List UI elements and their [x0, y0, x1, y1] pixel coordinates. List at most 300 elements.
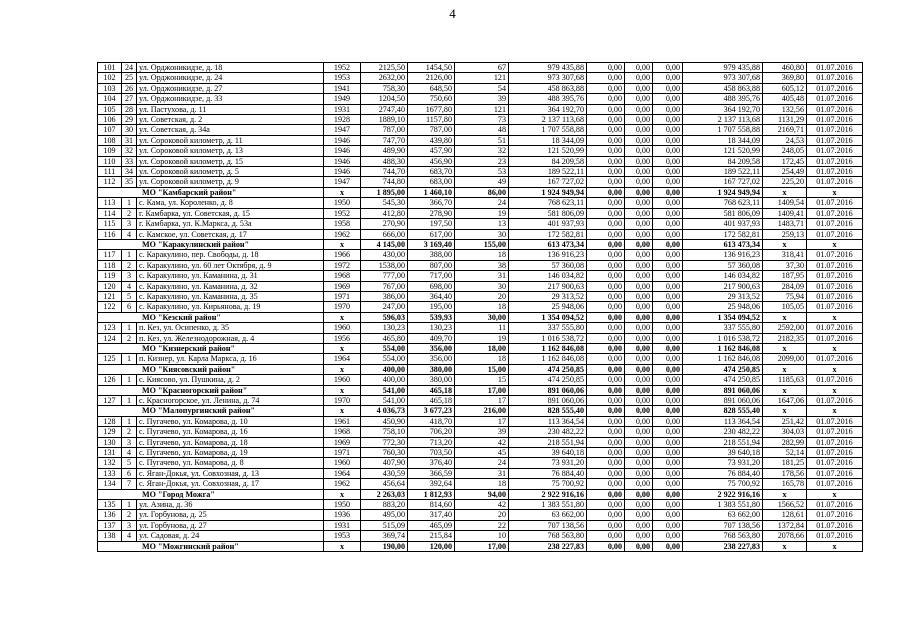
residents-cell: 15,00: [455, 364, 509, 374]
deadline-cell: 01.07.2016: [807, 229, 863, 239]
deadline-cell: x: [807, 343, 863, 353]
address-cell: п. Кизнер, ул. Карла Маркса, д. 16: [137, 354, 324, 364]
owner-share-cell: 0,00: [653, 312, 683, 322]
residents-cell: 121: [455, 73, 509, 83]
owner-share-cell: 0,00: [653, 489, 683, 499]
sub-number-cell: 1: [122, 396, 137, 406]
unit-cost-cell: 405,48: [763, 94, 807, 104]
table-row: [98, 396, 863, 406]
cost-owners-cell: 2 137 113,68: [683, 115, 763, 125]
sub-number-cell: 3: [122, 271, 137, 281]
sub-number-cell: 4: [122, 229, 137, 239]
sub-number-cell: 5: [122, 291, 137, 301]
total-area-cell: 758,10: [361, 427, 408, 437]
year-cell: 1970: [324, 396, 361, 406]
sub-number-cell: 2: [122, 260, 137, 270]
living-area-cell: 703,50: [408, 448, 455, 458]
budget-share-cell: 0,00: [625, 489, 653, 499]
year-cell: 1941: [324, 83, 361, 93]
sub-number-cell: 4: [122, 281, 137, 291]
fund-share-cell: 0,00: [587, 125, 625, 135]
cost-total-cell: 1 707 558,88: [509, 125, 587, 135]
address-cell: с. Каракулино, ул. Кирьянова, д. 19: [137, 302, 324, 312]
sub-number-cell: 5: [122, 458, 137, 468]
cost-total-cell: 218 551,94: [509, 437, 587, 447]
unit-cost-cell: 254,49: [763, 167, 807, 177]
cost-owners-cell: 63 662,00: [683, 510, 763, 520]
sub-number-cell: 35: [122, 177, 137, 187]
year-cell: 1971: [324, 291, 361, 301]
fund-share-cell: 0,00: [587, 312, 625, 322]
year-cell: 1953: [324, 73, 361, 83]
fund-share-cell: 0,00: [587, 479, 625, 489]
table-row: [98, 229, 863, 239]
cost-owners-cell: 828 555,40: [683, 406, 763, 416]
total-area-cell: 777,00: [361, 271, 408, 281]
sub-number-cell: 25: [122, 73, 137, 83]
cost-total-cell: 238 227,83: [509, 541, 587, 551]
cost-owners-cell: 121 520,99: [683, 146, 763, 156]
budget-share-cell: 0,00: [625, 177, 653, 187]
address-cell: ул. Орджоникидзе, д. 24: [137, 73, 324, 83]
cost-owners-cell: 84 209,58: [683, 156, 763, 166]
residents-cell: 15: [455, 375, 509, 385]
budget-share-cell: 0,00: [625, 63, 653, 73]
year-cell: x: [324, 239, 361, 249]
owner-share-cell: 0,00: [653, 167, 683, 177]
total-area-cell: 541,00: [361, 385, 408, 395]
residents-cell: 216,00: [455, 406, 509, 416]
unit-cost-cell: 165,78: [763, 479, 807, 489]
fund-share-cell: 0,00: [587, 458, 625, 468]
address-cell: п. Кез, ул. Осипенко, д. 35: [137, 323, 324, 333]
fund-share-cell: 0,00: [587, 104, 625, 114]
row-number-cell: 120: [98, 281, 122, 291]
total-area-cell: 554,00: [361, 354, 408, 364]
group-title-cell: МО "Камбарский район": [98, 187, 324, 197]
sub-number-cell: 29: [122, 115, 137, 125]
table-row: [98, 510, 863, 520]
address-cell: с. Каракулино, ул. Каманина, д. 35: [137, 291, 324, 301]
living-area-cell: 698,00: [408, 281, 455, 291]
housing-registry-table: [97, 62, 863, 552]
sub-number-cell: 30: [122, 125, 137, 135]
year-cell: 1952: [324, 208, 361, 218]
living-area-cell: 366,59: [408, 468, 455, 478]
year-cell: x: [324, 187, 361, 197]
fund-share-cell: 0,00: [587, 343, 625, 353]
budget-share-cell: 0,00: [625, 73, 653, 83]
address-cell: с. Камское, ул. Советская, д. 17: [137, 229, 324, 239]
cost-total-cell: 1 162 846,08: [509, 343, 587, 353]
living-area-cell: 465,09: [408, 520, 455, 530]
group-title-cell: МО "Каракулинский район": [98, 239, 324, 249]
address-cell: ул. Сороковой километр, д. 13: [137, 146, 324, 156]
residents-cell: 18: [455, 302, 509, 312]
owner-share-cell: 0,00: [653, 375, 683, 385]
budget-share-cell: 0,00: [625, 115, 653, 125]
unit-cost-cell: 1409,41: [763, 208, 807, 218]
group-total-row: [98, 541, 863, 551]
sub-number-cell: 7: [122, 479, 137, 489]
cost-owners-cell: 458 863,88: [683, 83, 763, 93]
group-total-row: [98, 239, 863, 249]
cost-owners-cell: 337 555,80: [683, 323, 763, 333]
year-cell: 1960: [324, 323, 361, 333]
unit-cost-cell: 259,13: [763, 229, 807, 239]
budget-share-cell: 0,00: [625, 541, 653, 551]
unit-cost-cell: x: [763, 406, 807, 416]
sub-number-cell: 6: [122, 302, 137, 312]
address-cell: ул. Орджоникидзе, д. 33: [137, 94, 324, 104]
row-number-cell: 116: [98, 229, 122, 239]
address-cell: ул. Орджоникидзе, д. 27: [137, 83, 324, 93]
residents-cell: 42: [455, 500, 509, 510]
fund-share-cell: 0,00: [587, 448, 625, 458]
living-area-cell: 356,00: [408, 354, 455, 364]
deadline-cell: x: [807, 541, 863, 551]
owner-share-cell: 0,00: [653, 510, 683, 520]
fund-share-cell: 0,00: [587, 135, 625, 145]
deadline-cell: x: [807, 406, 863, 416]
cost-total-cell: 891 060,06: [509, 385, 587, 395]
cost-owners-cell: 39 640,18: [683, 448, 763, 458]
budget-share-cell: 0,00: [625, 167, 653, 177]
unit-cost-cell: 225,20: [763, 177, 807, 187]
fund-share-cell: 0,00: [587, 83, 625, 93]
living-area-cell: 439,80: [408, 135, 455, 145]
table-row: [98, 375, 863, 385]
unit-cost-cell: 24,53: [763, 135, 807, 145]
sub-number-cell: 1: [122, 250, 137, 260]
budget-share-cell: 0,00: [625, 468, 653, 478]
deadline-cell: 01.07.2016: [807, 500, 863, 510]
fund-share-cell: 0,00: [587, 510, 625, 520]
residents-cell: 24: [455, 198, 509, 208]
residents-cell: 38: [455, 260, 509, 270]
budget-share-cell: 0,00: [625, 396, 653, 406]
cost-owners-cell: 230 482,22: [683, 427, 763, 437]
deadline-cell: 01.07.2016: [807, 271, 863, 281]
unit-cost-cell: 2169,71: [763, 125, 807, 135]
year-cell: 1962: [324, 479, 361, 489]
owner-share-cell: 0,00: [653, 468, 683, 478]
owner-share-cell: 0,00: [653, 63, 683, 73]
fund-share-cell: 0,00: [587, 364, 625, 374]
year-cell: 1931: [324, 520, 361, 530]
residents-cell: 30: [455, 229, 509, 239]
deadline-cell: 01.07.2016: [807, 479, 863, 489]
fund-share-cell: 0,00: [587, 260, 625, 270]
cost-total-cell: 73 931,20: [509, 458, 587, 468]
residents-cell: 18: [455, 479, 509, 489]
residents-cell: 30: [455, 281, 509, 291]
living-area-cell: 456,90: [408, 156, 455, 166]
unit-cost-cell: 2078,66: [763, 531, 807, 541]
residents-cell: 30,00: [455, 312, 509, 322]
sub-number-cell: 32: [122, 146, 137, 156]
address-cell: ул. Пастухова, д. 11: [137, 104, 324, 114]
cost-owners-cell: 2 922 916,16: [683, 489, 763, 499]
total-area-cell: 545,30: [361, 198, 408, 208]
fund-share-cell: 0,00: [587, 198, 625, 208]
year-cell: 1949: [324, 94, 361, 104]
fund-share-cell: 0,00: [587, 385, 625, 395]
address-cell: ул. Горбунова, д. 25: [137, 510, 324, 520]
living-area-cell: 380,00: [408, 364, 455, 374]
deadline-cell: 01.07.2016: [807, 427, 863, 437]
deadline-cell: 01.07.2016: [807, 125, 863, 135]
total-area-cell: 554,00: [361, 343, 408, 353]
owner-share-cell: 0,00: [653, 219, 683, 229]
cost-owners-cell: 707 138,56: [683, 520, 763, 530]
budget-share-cell: 0,00: [625, 333, 653, 343]
residents-cell: 73: [455, 115, 509, 125]
owner-share-cell: 0,00: [653, 541, 683, 551]
residents-cell: 54: [455, 83, 509, 93]
total-area-cell: 2632,00: [361, 73, 408, 83]
total-area-cell: 541,00: [361, 396, 408, 406]
row-number-cell: 102: [98, 73, 122, 83]
budget-share-cell: 0,00: [625, 291, 653, 301]
fund-share-cell: 0,00: [587, 437, 625, 447]
address-cell: ул. Горбунова, д. 27: [137, 520, 324, 530]
budget-share-cell: 0,00: [625, 271, 653, 281]
address-cell: с. Каракулино, ул. 60 лет Октября, д. 9: [137, 260, 324, 270]
cost-total-cell: 189 522,11: [509, 167, 587, 177]
table-row: [98, 260, 863, 270]
year-cell: 1962: [324, 229, 361, 239]
cost-owners-cell: 973 307,68: [683, 73, 763, 83]
row-number-cell: 127: [98, 396, 122, 406]
cost-owners-cell: 581 806,09: [683, 208, 763, 218]
fund-share-cell: 0,00: [587, 468, 625, 478]
total-area-cell: 2747,40: [361, 104, 408, 114]
row-number-cell: 104: [98, 94, 122, 104]
budget-share-cell: 0,00: [625, 260, 653, 270]
cost-total-cell: 25 948,06: [509, 302, 587, 312]
table-row: [98, 333, 863, 343]
fund-share-cell: 0,00: [587, 427, 625, 437]
group-total-row: [98, 364, 863, 374]
residents-cell: 45: [455, 448, 509, 458]
address-cell: с. Пугачево, ул. Комарова, д. 8: [137, 458, 324, 468]
year-cell: 1947: [324, 177, 361, 187]
unit-cost-cell: 178,56: [763, 468, 807, 478]
group-title-cell: МО "Киясовский район": [98, 364, 324, 374]
cost-total-cell: 613 473,34: [509, 239, 587, 249]
group-total-row: [98, 312, 863, 322]
row-number-cell: 136: [98, 510, 122, 520]
address-cell: с. Каракулино, ул. Каманина, д. 32: [137, 281, 324, 291]
row-number-cell: 121: [98, 291, 122, 301]
budget-share-cell: 0,00: [625, 208, 653, 218]
living-area-cell: 683,00: [408, 177, 455, 187]
owner-share-cell: 0,00: [653, 396, 683, 406]
cost-total-cell: 401 937,93: [509, 219, 587, 229]
cost-owners-cell: 172 582,81: [683, 229, 763, 239]
table-row: [98, 323, 863, 333]
row-number-cell: 132: [98, 458, 122, 468]
group-title-cell: МО "Красногорский район": [98, 385, 324, 395]
total-area-cell: 758,30: [361, 83, 408, 93]
sub-number-cell: 1: [122, 354, 137, 364]
cost-total-cell: 458 863,88: [509, 83, 587, 93]
residents-cell: 32: [455, 146, 509, 156]
fund-share-cell: 0,00: [587, 281, 625, 291]
budget-share-cell: 0,00: [625, 312, 653, 322]
budget-share-cell: 0,00: [625, 500, 653, 510]
deadline-cell: 01.07.2016: [807, 437, 863, 447]
owner-share-cell: 0,00: [653, 385, 683, 395]
cost-total-cell: 39 640,18: [509, 448, 587, 458]
year-cell: 1956: [324, 333, 361, 343]
deadline-cell: 01.07.2016: [807, 531, 863, 541]
year-cell: 1969: [324, 281, 361, 291]
budget-share-cell: 0,00: [625, 458, 653, 468]
group-title-cell: МО "Кизнерский район": [98, 343, 324, 353]
fund-share-cell: 0,00: [587, 177, 625, 187]
owner-share-cell: 0,00: [653, 281, 683, 291]
cost-total-cell: 707 138,56: [509, 520, 587, 530]
living-area-cell: 465,18: [408, 396, 455, 406]
residents-cell: 121: [455, 104, 509, 114]
cost-owners-cell: 488 395,76: [683, 94, 763, 104]
residents-cell: 17: [455, 416, 509, 426]
deadline-cell: 01.07.2016: [807, 468, 863, 478]
total-area-cell: 489,90: [361, 146, 408, 156]
year-cell: 1960: [324, 458, 361, 468]
fund-share-cell: 0,00: [587, 94, 625, 104]
year-cell: 1950: [324, 198, 361, 208]
row-number-cell: 123: [98, 323, 122, 333]
cost-owners-cell: 238 227,83: [683, 541, 763, 551]
budget-share-cell: 0,00: [625, 385, 653, 395]
group-total-row: [98, 187, 863, 197]
unit-cost-cell: 187,95: [763, 271, 807, 281]
deadline-cell: 01.07.2016: [807, 281, 863, 291]
unit-cost-cell: x: [763, 343, 807, 353]
cost-owners-cell: 1 016 538,72: [683, 333, 763, 343]
total-area-cell: 450,90: [361, 416, 408, 426]
total-area-cell: 744,80: [361, 177, 408, 187]
budget-share-cell: 0,00: [625, 156, 653, 166]
year-cell: 1931: [324, 104, 361, 114]
living-area-cell: 392,64: [408, 479, 455, 489]
total-area-cell: 760,30: [361, 448, 408, 458]
group-title-cell: МО "Можгинский район": [98, 541, 324, 551]
sub-number-cell: 4: [122, 448, 137, 458]
cost-total-cell: 29 313,52: [509, 291, 587, 301]
living-area-cell: 317,40: [408, 510, 455, 520]
cost-owners-cell: 136 916,23: [683, 250, 763, 260]
fund-share-cell: 0,00: [587, 73, 625, 83]
sub-number-cell: 34: [122, 167, 137, 177]
row-number-cell: 131: [98, 448, 122, 458]
budget-share-cell: 0,00: [625, 375, 653, 385]
residents-cell: 51: [455, 135, 509, 145]
cost-owners-cell: 146 034,82: [683, 271, 763, 281]
cost-total-cell: 146 034,82: [509, 271, 587, 281]
address-cell: ул. Сороковой километр, д. 11: [137, 135, 324, 145]
housing-registry-table-container: [97, 62, 862, 552]
address-cell: с. Каракулино, пер. Свободы, д. 18: [137, 250, 324, 260]
fund-share-cell: 0,00: [587, 333, 625, 343]
deadline-cell: 01.07.2016: [807, 177, 863, 187]
table-row: [98, 73, 863, 83]
living-area-cell: 409,70: [408, 333, 455, 343]
deadline-cell: 01.07.2016: [807, 219, 863, 229]
cost-total-cell: 768 623,11: [509, 198, 587, 208]
row-number-cell: 118: [98, 260, 122, 270]
page-number: 4: [449, 6, 456, 21]
total-area-cell: 495,00: [361, 510, 408, 520]
unit-cost-cell: 2099,00: [763, 354, 807, 364]
fund-share-cell: 0,00: [587, 541, 625, 551]
budget-share-cell: 0,00: [625, 302, 653, 312]
deadline-cell: 01.07.2016: [807, 396, 863, 406]
total-area-cell: 412,80: [361, 208, 408, 218]
fund-share-cell: 0,00: [587, 167, 625, 177]
total-area-cell: 787,00: [361, 125, 408, 135]
budget-share-cell: 0,00: [625, 479, 653, 489]
sub-number-cell: 2: [122, 208, 137, 218]
cost-total-cell: 1 016 538,72: [509, 333, 587, 343]
address-cell: ул. Сороковой километр, д. 5: [137, 167, 324, 177]
total-area-cell: 4 145,00: [361, 239, 408, 249]
address-cell: ул. Азина, д. 36: [137, 500, 324, 510]
row-number-cell: 113: [98, 198, 122, 208]
cost-total-cell: 172 582,81: [509, 229, 587, 239]
address-cell: г. Камбарка, ул. К.Маркса, д. 53а: [137, 219, 324, 229]
cost-owners-cell: 217 900,63: [683, 281, 763, 291]
fund-share-cell: 0,00: [587, 406, 625, 416]
year-cell: x: [324, 489, 361, 499]
address-cell: ул. Советская, д. 34а: [137, 125, 324, 135]
living-area-cell: 457,90: [408, 146, 455, 156]
cost-total-cell: 167 727,02: [509, 177, 587, 187]
cost-owners-cell: 1 162 846,08: [683, 343, 763, 353]
row-number-cell: 108: [98, 135, 122, 145]
deadline-cell: x: [807, 312, 863, 322]
total-area-cell: 1538,00: [361, 260, 408, 270]
owner-share-cell: 0,00: [653, 125, 683, 135]
fund-share-cell: 0,00: [587, 354, 625, 364]
cost-total-cell: 57 360,08: [509, 260, 587, 270]
year-cell: 1958: [324, 219, 361, 229]
owner-share-cell: 0,00: [653, 115, 683, 125]
cost-total-cell: 488 395,76: [509, 94, 587, 104]
living-area-cell: 215,84: [408, 531, 455, 541]
cost-total-cell: 75 700,92: [509, 479, 587, 489]
year-cell: 1947: [324, 125, 361, 135]
fund-share-cell: 0,00: [587, 531, 625, 541]
living-area-cell: 465,18: [408, 385, 455, 395]
owner-share-cell: 0,00: [653, 208, 683, 218]
owner-share-cell: 0,00: [653, 458, 683, 468]
table-body: [98, 63, 863, 552]
living-area-cell: 648,50: [408, 83, 455, 93]
row-number-cell: 111: [98, 167, 122, 177]
residents-cell: 18: [455, 354, 509, 364]
address-cell: ул. Садовая, д. 24: [137, 531, 324, 541]
group-title-cell: МО "Кезский район": [98, 312, 324, 322]
year-cell: x: [324, 385, 361, 395]
row-number-cell: 122: [98, 302, 122, 312]
year-cell: 1960: [324, 375, 361, 385]
residents-cell: 18,00: [455, 343, 509, 353]
living-area-cell: 130,23: [408, 323, 455, 333]
